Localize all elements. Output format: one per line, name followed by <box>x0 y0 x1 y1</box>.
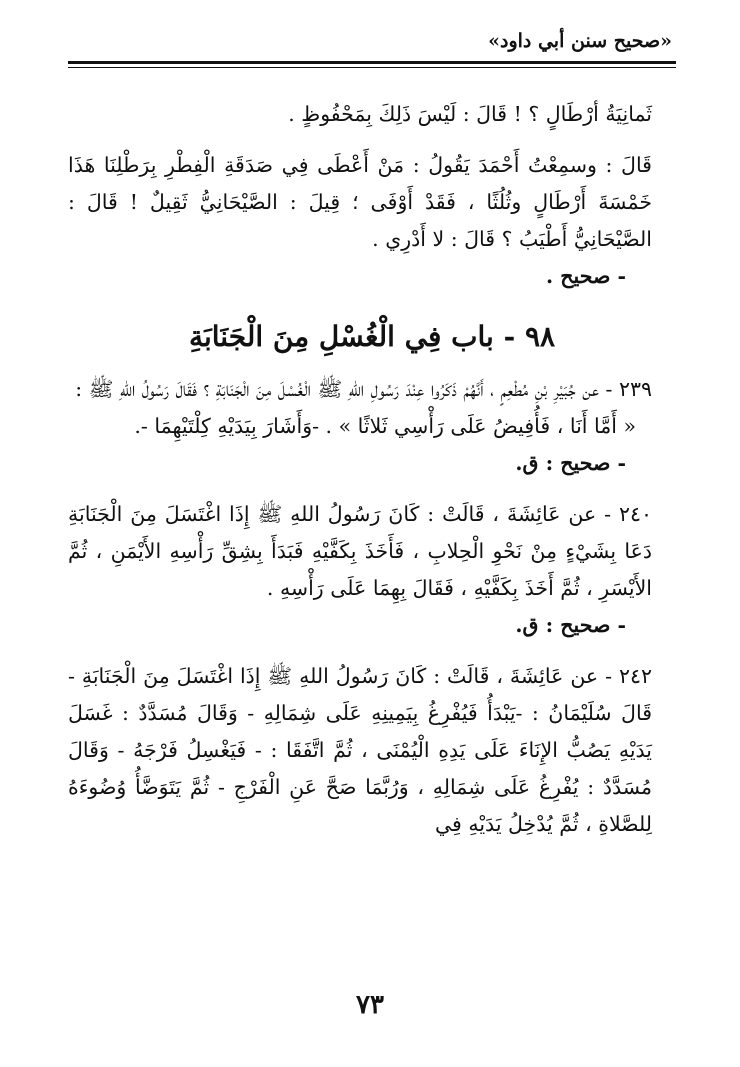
hadith-239-quote: « أَمَّا أَنَا ، فَأُفِيضُ عَلَى رَأْسِي ثَلاثًا » . -وَأَشَارَ بِيَدَيْهِ كِلْتَيْهِمَا -. <box>134 414 636 438</box>
hadith-242: ٢٤٢ - عن عَائِشَةَ ، قَالَتْ : كَانَ رَسُولُ اللهِ ﷺ إِذَا اغْتَسَلَ مِنَ الْجَنَابَةِ - قَالَ سُلَيْمَانُ : -يَبْدَأُ فَيُفْرِغُ بِيَمِينِهِ عَلَى شِمَالِهِ - وَقَالَ مُسَدَّدٌ : غَسَلَ يَدَيْهِ يَصُبُّ الإِنَاءَ عَلَى يَدِهِ الْيُمْنَى ، ثُمَّ اتَّفَقَا : - فَيَغْسِلُ فَرْجَهُ - وَقَالَ مُسَدَّدٌ : يُفْرِغُ عَلَى شِمَالِهِ ، وَرُبَّمَا صَحَّ عَنِ الْفَرْجِ - ثُمَّ يَتَوَضَّأُ وُضُوءَهُ لِلصَّلاةِ ، ثُمَّ يُدْخِلُ يَدَيْهِ فِي <box>68 664 652 836</box>
page-number: ٧٣ <box>356 990 384 1020</box>
hadith-239: ٢٣٩ - عن جُبَيْرِ بْنِ مُطْعِمٍ ، أَنَّهُمْ ذَكَرُوا عِنْدَ رَسُولِ اللهِ ﷺ الْغُسْلَ مِنَ الْجَنَابَةِ ؟ فَقَالَ رَسُولُ اللهِ ﷺ : <box>75 377 652 401</box>
running-title: «صحيح سنن أبي داود» <box>488 30 672 52</box>
body-text <box>68 96 676 843</box>
header-rule-thin <box>68 67 676 68</box>
verdict-sahih: - صحيح . <box>546 264 626 288</box>
paragraph-ahmad-quote: قَالَ : وسمِعْتُ أَحْمَدَ يَقُولُ : مَنْ أَعْطَى فِي صَدَقَةِ الْفِطْرِ بِرَطْلِنَا هَذَا خَمْسَةَ أَرْطَالٍ وثُلُثًا ، فَقَدْ أَوْفَى ؛ قِيلَ : الصَّيْحَانِيُّ ثَقِيلٌ ! قَالَ : الصَّيْحَانِيُّ أَطْيَبُ ؟ قَالَ : لا أَدْرِي . <box>68 153 652 251</box>
verdict-sahih-q: - صحيح : ق. <box>515 451 626 475</box>
section-heading: ٩٨ - باب فِي الْغُسْلِ مِنَ الْجَنَابَةِ <box>188 320 556 353</box>
header-rule-thick <box>68 61 676 64</box>
paragraph-continuation: ثَمانِيَةُ أرْطَالٍ ؟ ! قَالَ : لَيْسَ ذَلِكَ بِمَحْفُوظٍ . <box>288 102 652 126</box>
hadith-240: ٢٤٠ - عن عَائِشَةَ ، قَالَتْ : كَانَ رَسُولُ اللهِ ﷺ إِذَا اغْتَسَلَ مِنَ الْجَنَابَةِ دَعَا بِشَيْءٍ مِنْ نَحْوِ الْحِلابِ ، فَأَخَذَ بِكَفَّيْهِ فَبَدَأَ بِشِقِّ رَأْسِهِ الأَيْمَنِ ، ثُمَّ الأَيْسَرِ ، ثُمَّ أَخَذَ بِكَفَّيْهِ ، فَقَالَ بِهِمَا عَلَى رَأْسِهِ . <box>68 502 652 600</box>
verdict-sahih-q: - صحيح : ق. <box>515 613 626 637</box>
